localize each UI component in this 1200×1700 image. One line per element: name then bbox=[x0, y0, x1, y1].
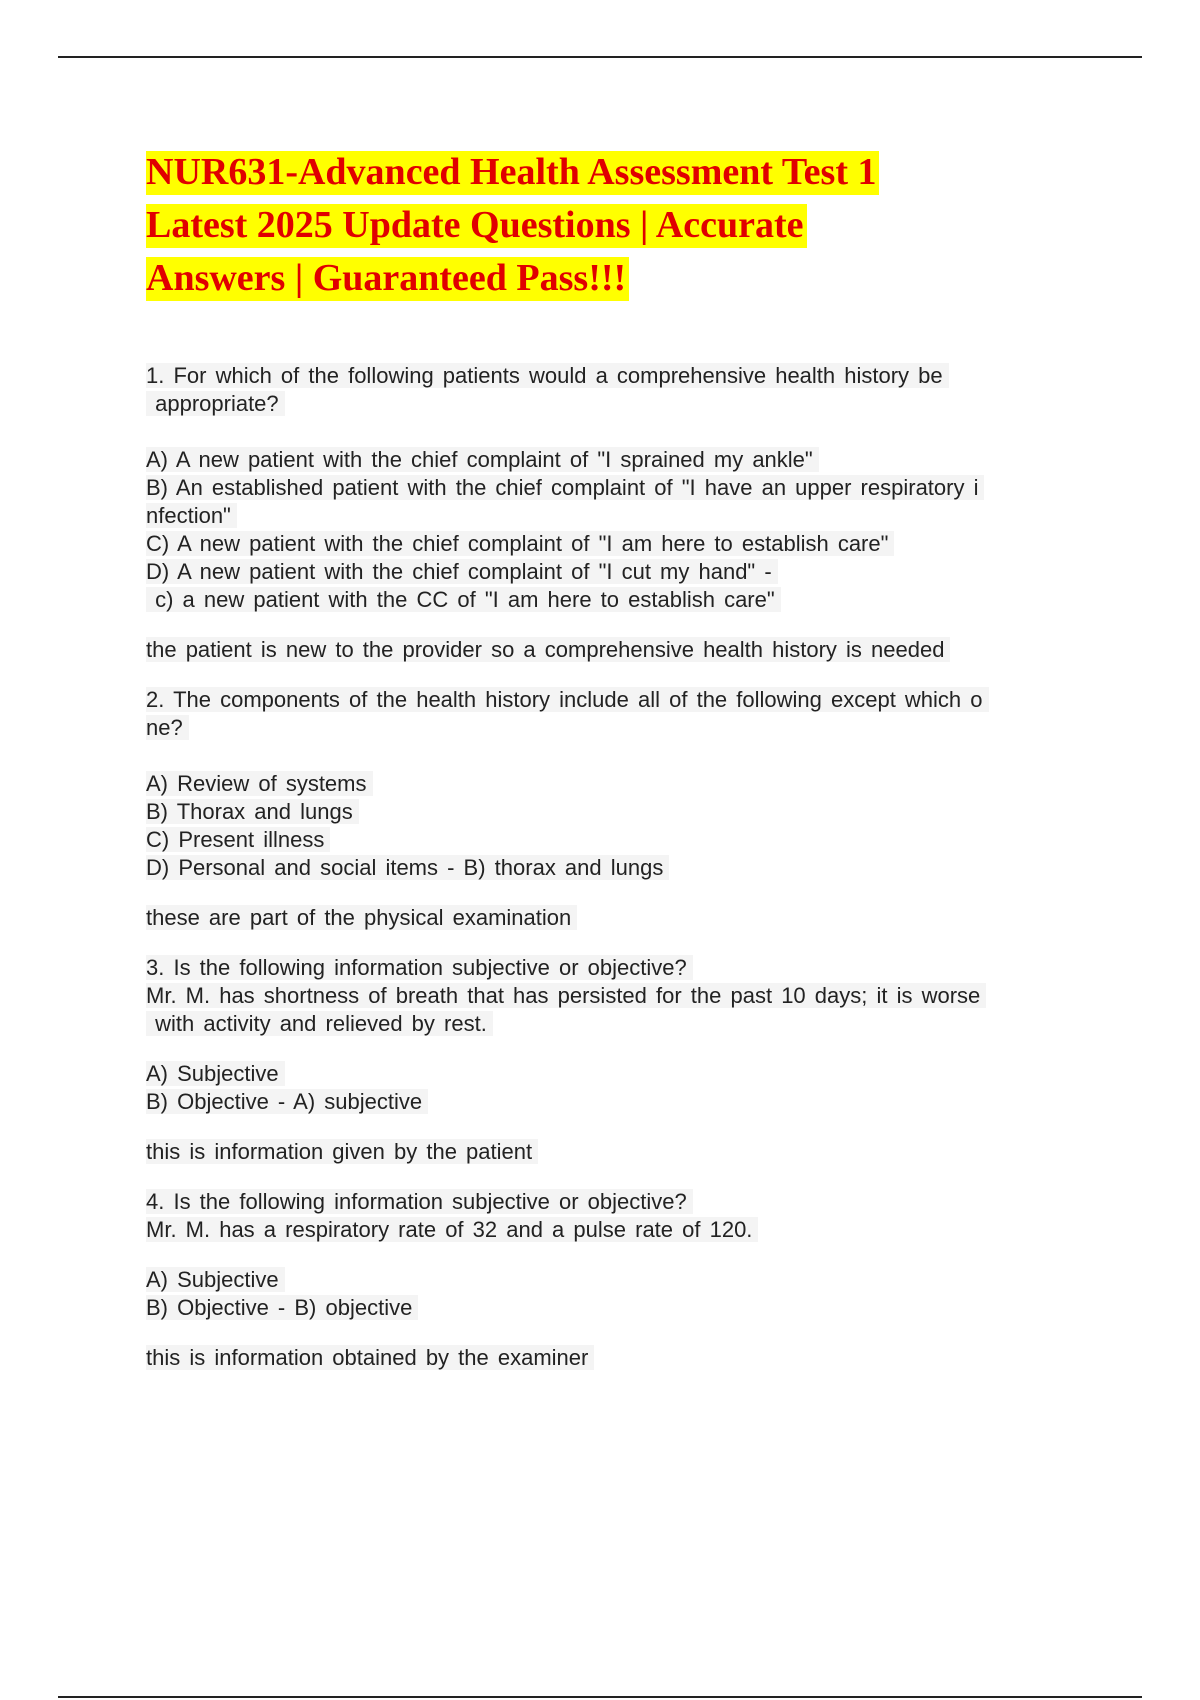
answer-option: B) An established patient with the chief complaint of "I have an upper respiratory i bbox=[146, 474, 1086, 502]
document-title bbox=[146, 146, 1076, 305]
title-line: NUR631-Advanced Health Assessment Test 1 bbox=[146, 151, 879, 195]
question-text-line: 3. Is the following information subjective or objective? bbox=[146, 954, 1086, 982]
title-line: Answers | Guaranteed Pass!!! bbox=[146, 257, 629, 301]
question-text-line: 2. The components of the health history include all of the following except which o bbox=[146, 686, 1086, 714]
title-line: Latest 2025 Update Questions | Accurate bbox=[146, 204, 807, 248]
question-text-line: 1. For which of the following patients would a comprehensive health history be bbox=[146, 362, 1086, 390]
question-3 bbox=[146, 954, 1086, 1166]
document-body bbox=[146, 362, 1086, 1372]
answer-option: B) Objective - B) objective bbox=[146, 1294, 1086, 1322]
question-2 bbox=[146, 686, 1086, 932]
answer-option: A) A new patient with the chief complaint of "I sprained my ankle" bbox=[146, 446, 1086, 474]
question-1 bbox=[146, 362, 1086, 664]
question-text-line: ne? bbox=[146, 714, 1086, 742]
rationale: this is information obtained by the examiner bbox=[146, 1344, 1086, 1372]
answer-option: C) Present illness bbox=[146, 826, 1086, 854]
question-text-line: Mr. M. has shortness of breath that has persisted for the past 10 days; it is worse bbox=[146, 982, 1086, 1010]
bottom-rule bbox=[58, 1696, 1142, 1698]
question-text-line: Mr. M. has a respiratory rate of 32 and a pulse rate of 120. bbox=[146, 1216, 1086, 1244]
answer-option: C) A new patient with the chief complaint of "I am here to establish care" bbox=[146, 530, 1086, 558]
rationale: the patient is new to the provider so a comprehensive health history is needed bbox=[146, 636, 1086, 664]
question-text-line: appropriate? bbox=[146, 390, 1086, 418]
question-4 bbox=[146, 1188, 1086, 1372]
answer-key: c) a new patient with the CC of "I am here to establish care" bbox=[146, 586, 1086, 614]
answer-option: A) Subjective bbox=[146, 1060, 1086, 1088]
rationale: this is information given by the patient bbox=[146, 1138, 1086, 1166]
top-rule bbox=[58, 56, 1142, 58]
question-text-line: 4. Is the following information subjective or objective? bbox=[146, 1188, 1086, 1216]
answer-option: D) A new patient with the chief complaint of "I cut my hand" - bbox=[146, 558, 1086, 586]
answer-option: B) Objective - A) subjective bbox=[146, 1088, 1086, 1116]
answer-option: A) Review of systems bbox=[146, 770, 1086, 798]
answer-option: D) Personal and social items - B) thorax and lungs bbox=[146, 854, 1086, 882]
answer-option: A) Subjective bbox=[146, 1266, 1086, 1294]
answer-option: B) Thorax and lungs bbox=[146, 798, 1086, 826]
answer-option: nfection" bbox=[146, 502, 1086, 530]
question-text-line: with activity and relieved by rest. bbox=[146, 1010, 1086, 1038]
rationale: these are part of the physical examination bbox=[146, 904, 1086, 932]
